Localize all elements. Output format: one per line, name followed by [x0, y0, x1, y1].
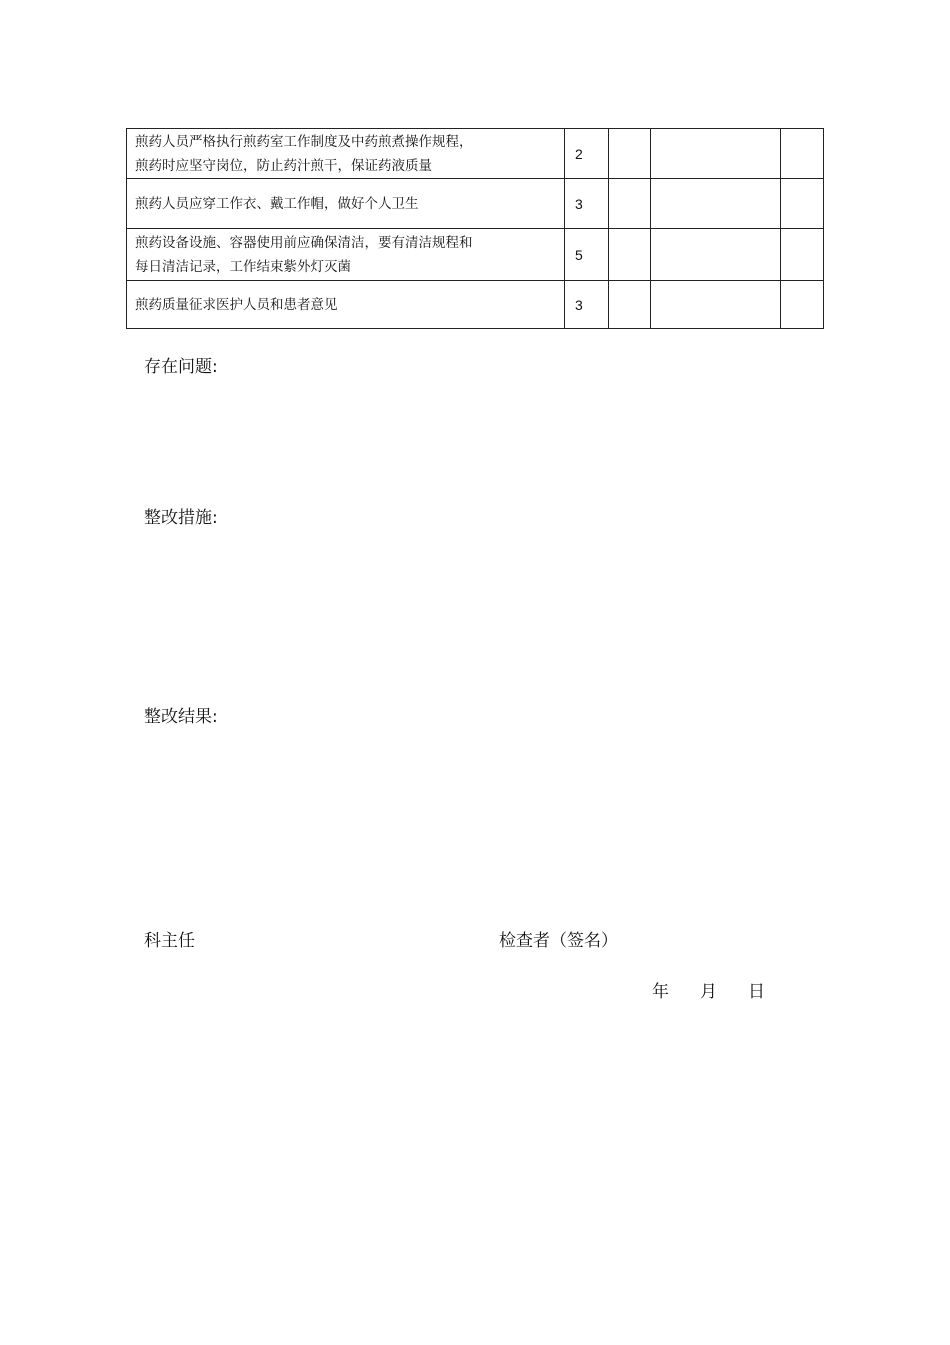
table-row [127, 281, 824, 329]
measures-label: 整改措施: [144, 508, 218, 528]
director-label: 科主任 [144, 931, 195, 951]
empty-cell [781, 129, 824, 179]
empty-cell [651, 229, 781, 281]
item-score: 3 [565, 281, 609, 329]
item-description: 煎药设备设施、容器使用前应确保清洁，要有清洁规程和 每日清洁记录，工作结束紫外灯灭菌 [127, 229, 565, 281]
empty-cell [609, 229, 651, 281]
problems-label: 存在问题: [144, 357, 218, 377]
empty-cell [781, 179, 824, 229]
item-score: 2 [565, 129, 609, 179]
inspector-signature-label: 检查者（签名） [499, 931, 618, 951]
day-label: 日 [748, 982, 765, 1002]
item-description: 煎药人员严格执行煎药室工作制度及中药煎煮操作规程， 煎药时应坚守岗位，防止药汁煎干，保证药液质量 [127, 129, 565, 179]
inspection-table [126, 128, 824, 329]
table-row [127, 129, 824, 179]
results-label: 整改结果: [144, 707, 218, 727]
item-score: 3 [565, 179, 609, 229]
empty-cell [781, 281, 824, 329]
item-description: 煎药人员应穿工作衣、戴工作帽，做好个人卫生 [127, 179, 565, 229]
empty-cell [651, 281, 781, 329]
empty-cell [609, 129, 651, 179]
item-score: 5 [565, 229, 609, 281]
empty-cell [609, 179, 651, 229]
empty-cell [651, 129, 781, 179]
table-row [127, 229, 824, 281]
empty-cell [781, 229, 824, 281]
item-description: 煎药质量征求医护人员和患者意见 [127, 281, 565, 329]
month-label: 月 [700, 982, 717, 1002]
empty-cell [651, 179, 781, 229]
empty-cell [609, 281, 651, 329]
year-label: 年 [652, 982, 669, 1002]
table-row [127, 179, 824, 229]
